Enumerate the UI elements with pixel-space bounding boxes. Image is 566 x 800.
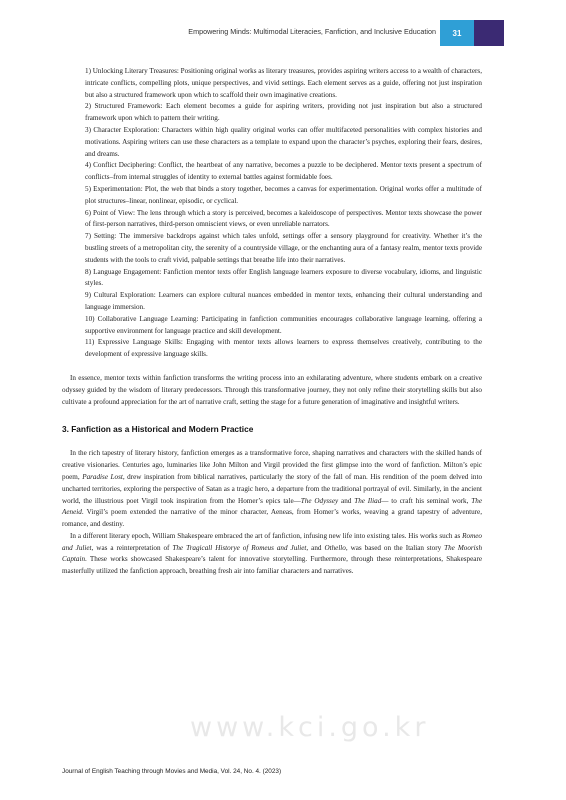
list-item-number: 1) [85,67,91,75]
list-item-number: 11) [85,338,95,347]
list-item [62,101,482,125]
list-item-text: Cultural Exploration: Learners can explore cultural nuances embedded in mentor texts, enhancing their cultural understanding and language immersion. [85,291,482,311]
list-item-text: Setting: The immersive backdrops against which tales unfold, settings offer a sensory playground for creativity. Whether it’s the bustling streets of a metropolitan city, the serenity of a countryside village, or the enchanting aura of a fantasy realm, mentor texts provide students with the tools to craft vivid, palpable settings that breathe life into their narratives. [85,232,482,264]
section-heading: 3. Fanfiction as a Historical and Modern Practice [62,424,254,435]
list-item [62,184,482,208]
list-item-text: Unlocking Literary Treasures: Positioning original works as literary treasures, provides aspiring writers access to a wealth of characters, intricate conflicts, compelling plots, unique perspectives, and vivid settings. Each element serves as a guide, offering not just inspiration but also a structured framework upon which to scaffold their own imaginative creations. [85,67,482,99]
list-item [62,314,482,338]
list-item [62,160,482,184]
list-item-text: Expressive Language Skills: Engaging with mentor texts allows learners to express themselves creatively, contributing to the development of expressive language skills. [85,338,482,359]
list-item-text: Language Engagement: Fanfiction mentor texts offer English language learners exposure to diverse vocabulary, idioms, and linguistic styles. [85,267,482,288]
body-paragraph: In a different literary epoch, William Shakespeare embraced the art of fanfiction, infusing new life into existing tales. His works such as Romeo and Juliet, was a reinterpretation of The Tragicall Historye of Romeus and Juliet, and Othello, was based on the Italian story The Moorish Captain. These works showcased Shakespeare’s talent for innovative storytelling. Furthermore, through these reinterpretations, Shakespeare masterfully utilized the fanfiction approach, breathing fresh air into familiar characters and narratives. [62,531,483,576]
list-item [62,267,482,291]
list-item-number: 9) [85,291,91,300]
list-item [62,125,482,160]
list-item [62,290,482,314]
list-item-number: 8) [85,267,91,276]
body-paragraph: In the rich tapestry of literary history, fanfiction emerges as a transformative force, shaping narratives and characters with the skilled hands of creative visionaries. Centuries ago, luminaries like John Milton and Virgil provided the first glimpse into the word of fanfiction. Milton’s epic poem, Paradise Lost, drew inspiration from biblical narratives, particularly the story of the fall of man. His rendition of the poem delved into uncharted territories, exploring the perspective of Satan as a tragic hero, a departure from the traditional portrayal of evil. Similarly, in the ancient world, the illustrious poet Virgil took inspiration from the Homer’s epics tale—The Odyssey and The Iliad— to craft his seminal work, The Aeneid. Virgil’s poem extended the narrative of the minor character, Aeneas, from Homer’s works, weaving a grand tapestry of adventure, romance, and destiny. [62,449,483,529]
list-item-number: 4) [85,161,91,170]
list-item-text: Collaborative Language Learning: Participating in fanfiction communities encourages collaborative language learning, offering a supportive environment for language practice and skill development. [85,314,483,335]
list-item [62,66,482,101]
list-item-number: 7) [85,232,91,241]
page-footer: Journal of English Teaching through Movies and Media, Vol. 24, No. 4. (2023) [62,768,282,775]
page-number: 31 [440,20,474,46]
page-header [0,20,566,46]
list-item-text: Point of View: The lens through which a story is perceived, becomes a kaleidoscope of perspectives. Mentor texts showcase the power of first-person narratives, third-person omniscient views, or even unreliable narrators. [85,208,482,229]
list-item [62,337,482,361]
header-accent-block [474,20,504,46]
list-item-number: 10) [85,314,95,323]
list-item-number: 5) [85,184,91,193]
list-item-text: Structured Framework: Each element becomes a guide for aspiring writers, providing not just inspiration but also a structured framework upon which to pattern their writing. [85,102,482,123]
list-item-number: 3) [85,125,91,134]
list-item-number: 6) [85,208,91,217]
main-content [62,66,482,578]
list-item [62,231,482,266]
numbered-list [62,66,482,361]
list-item-text: Character Exploration: Characters within high quality original works can offer multifaceted personalities with complex histories and motivations. Aspiring writers can use these characters as a template to expand upon the character’s psyches, exploring their fears, desires, and dreams. [85,125,482,158]
list-item [62,208,482,232]
running-title: Empowering Minds: Multimodal Literacies, Fanfiction, and Inclusive Education [188,27,436,36]
list-item-text: Conflict Deciphering: Conflict, the heartbeat of any narrative, becomes a puzzle to be deciphered. Mentor texts present a spectrum of conflicts–from internal struggles of identity to external battles against formidable foes. [85,161,482,182]
list-item-number: 2) [85,102,91,111]
watermark: www.kci.go.kr [190,712,430,743]
summary-paragraph: In essence, mentor texts within fanfiction transforms the writing process into an exhilarating adventure, where students embark on a creative odyssey guided by the wisdom of literary predecessors. Through this transformative journey, they not only refine their storytelling skills but also cultivate a profound appreciation for the art of narrative craft, setting the stage for a future generation of imaginative and insightful writers. [62,373,482,406]
list-item-text: Experimentation: Plot, the web that binds a story together, becomes a canvas for experimentation. Original works offer a multitude of plot structures–linear, nonlinear, episodic, or cyclical. [85,184,482,205]
